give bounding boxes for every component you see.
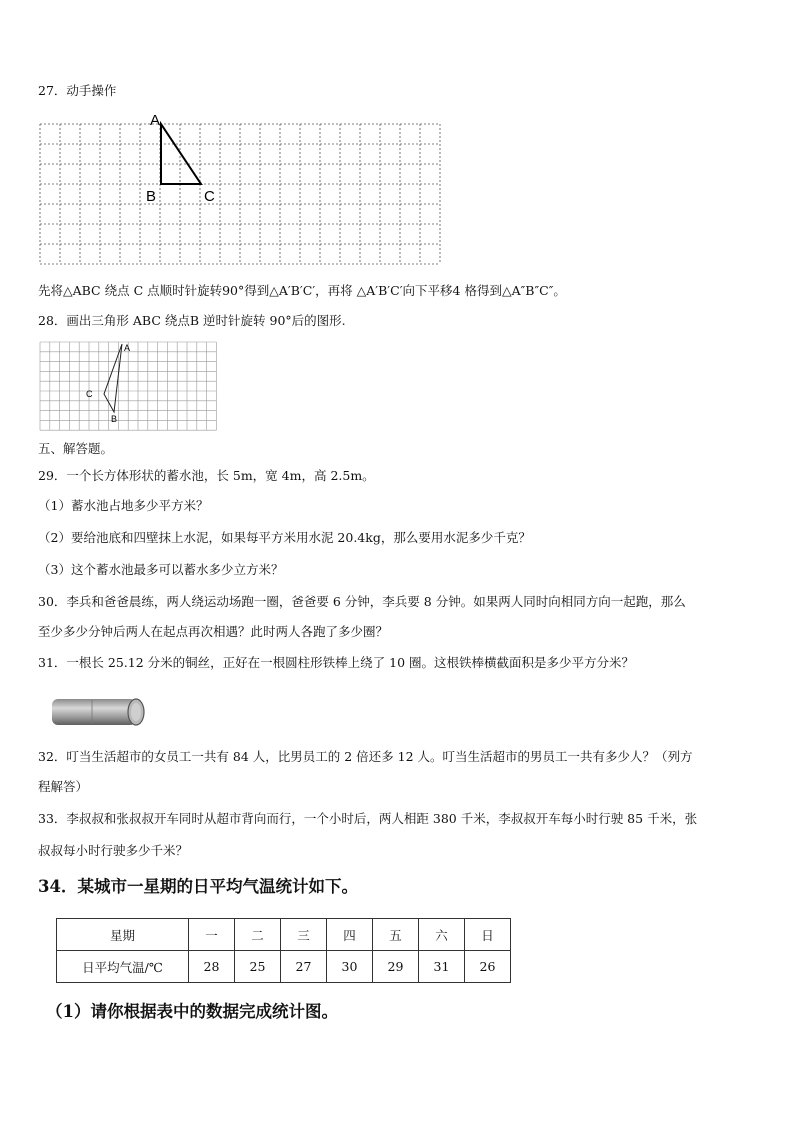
- table-day-cell: 五: [373, 919, 419, 951]
- q30-line-1: 30．李兵和爸爸晨练，两人绕运动场跑一圈，爸爸要 6 分钟，李兵要 8 分钟。如果两人同时向相同方向一起跑，那么: [38, 594, 686, 609]
- table-temp-cell: 30: [327, 951, 373, 983]
- q28-title: 28．画出三角形 ABC 绕点B 逆时针旋转 90°后的图形.: [38, 313, 346, 328]
- q29-title: 29．一个长方体形状的蓄水池，长 5m，宽 4m，高 2.5m。: [38, 468, 375, 483]
- q27-grid-figure: [34, 108, 454, 274]
- table-temp-cell: 26: [465, 951, 511, 983]
- table-day-cell: 一: [189, 919, 235, 951]
- table-day-cell: 二: [235, 919, 281, 951]
- q28-label-c: C: [86, 389, 93, 399]
- q33-line-2: 叔叔每小时行驶多少千米？: [38, 843, 189, 858]
- q28-grid: [40, 342, 216, 430]
- table-day-cell: 日: [465, 919, 511, 951]
- table-header-label: 星期: [57, 919, 189, 951]
- q27-label-c: C: [204, 188, 215, 205]
- q29-part-1: （1）蓄水池占地多少平方米？: [38, 498, 209, 513]
- q27-label-b: B: [146, 188, 157, 205]
- section-5-heading: 五、解答题。: [38, 441, 114, 456]
- q34-part-1: （1）请你根据表中的数据完成统计图。: [46, 1002, 338, 1021]
- table-temp-cell: 25: [235, 951, 281, 983]
- q28-triangle-abc: [104, 344, 122, 412]
- q31-title: 31．一根长 25.12 分米的铜丝，正好在一根圆柱形铁棒上绕了 10 圈。这根铁棒横截面积是多少平方分米？: [38, 655, 634, 670]
- q27-triangle-abc: [161, 124, 201, 184]
- q32-line-2: 程解答）: [38, 779, 89, 794]
- temperature-table: [56, 918, 511, 983]
- table-row-days: [57, 919, 511, 951]
- q32-line-1: 32．叮当生活超市的女员工一共有 84 人，比男员工的 2 倍还多 12 人。叮当生活超市的男员工一共有多少人？（列方: [38, 749, 693, 764]
- q27-label-a: A: [150, 112, 161, 129]
- q29-part-3: （3）这个蓄水池最多可以蓄水多少立方米？: [38, 562, 284, 577]
- iron-rod-image: [46, 695, 146, 729]
- q33-line-1: 33．李叔叔和张叔叔开车同时从超市背向而行，一个小时后，两人相距 380 千米，李叔叔开车每小时行驶 85 千米，张: [38, 811, 698, 826]
- table-row-label: 日平均气温/℃: [57, 951, 189, 983]
- table-day-cell: 六: [419, 919, 465, 951]
- q29-part-2: （2）要给池底和四壁抹上水泥，如果每平方米用水泥 20.4kg，那么要用水泥多少千克？: [38, 530, 531, 545]
- table-temp-cell: 29: [373, 951, 419, 983]
- table-temp-cell: 31: [419, 951, 465, 983]
- q28-label-b: B: [111, 414, 118, 424]
- table-temp-cell: 28: [189, 951, 235, 983]
- q28-grid-figure: [36, 338, 220, 432]
- table-day-cell: 三: [281, 919, 327, 951]
- q34-title: 34．某城市一星期的日平均气温统计如下。: [38, 877, 358, 896]
- table-day-cell: 四: [327, 919, 373, 951]
- q27-grid: [40, 124, 440, 264]
- table-row-temps: [57, 951, 511, 983]
- q27-title: 27．动手操作: [38, 83, 117, 98]
- q27-instruction: 先将△ABC 绕点 C 点顺时针旋转90°得到△A′B′C′，再将 △A′B′C′向下平移4 格得到△A″B″C″。: [38, 283, 566, 298]
- q28-label-a: A: [124, 343, 131, 353]
- q30-line-2: 至少多少分钟后两人在起点再次相遇？此时两人各跑了多少圈？: [38, 624, 389, 639]
- table-temp-cell: 27: [281, 951, 327, 983]
